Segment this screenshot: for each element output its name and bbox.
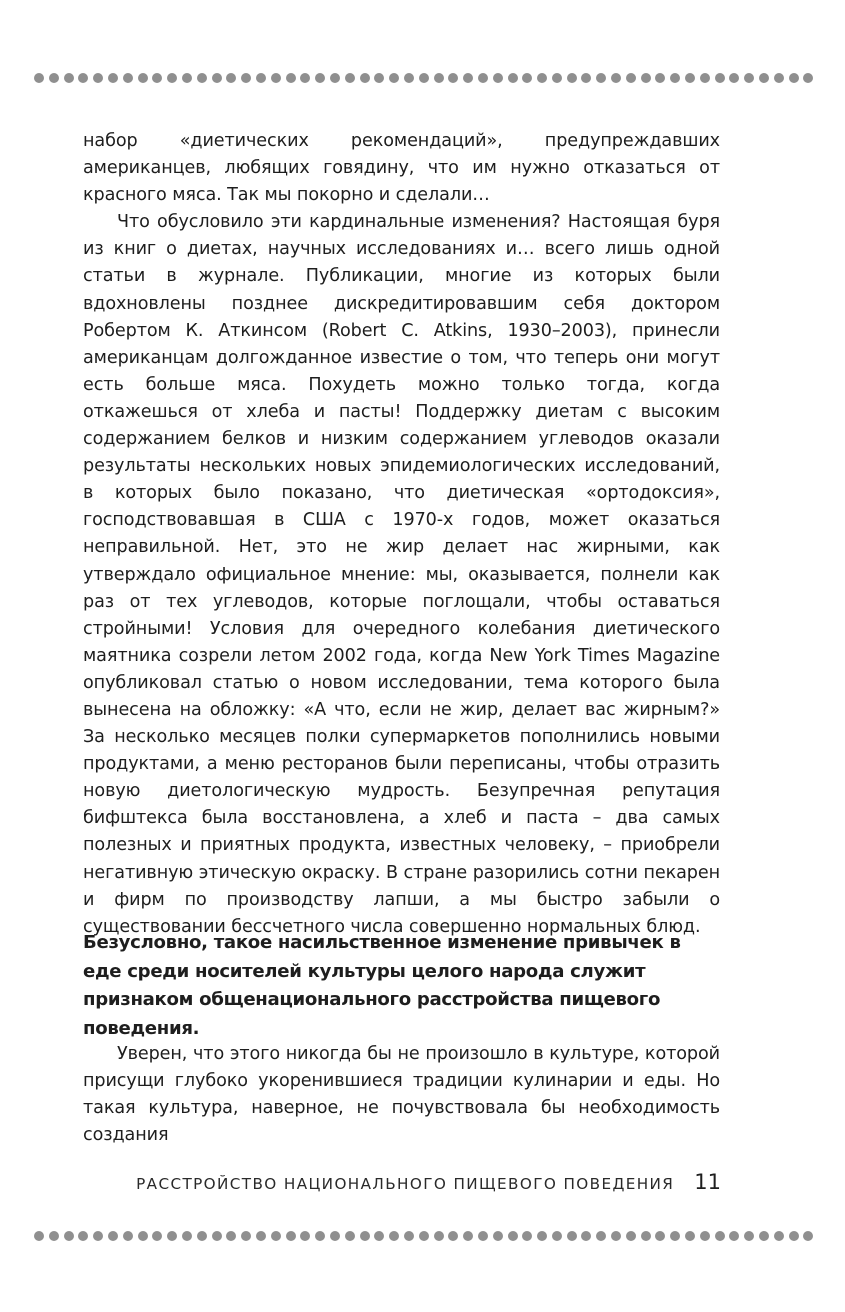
border-dot (78, 73, 88, 83)
border-dot (404, 1231, 414, 1241)
border-dot (626, 73, 636, 83)
border-dot (478, 73, 488, 83)
border-dot (64, 1231, 74, 1241)
border-dot (404, 73, 414, 83)
border-dot (108, 1231, 118, 1241)
border-dot (685, 1231, 695, 1241)
border-dot (759, 1231, 769, 1241)
border-dot (537, 73, 547, 83)
border-dot (345, 1231, 355, 1241)
border-dot (286, 73, 296, 83)
border-dot (49, 1231, 59, 1241)
border-dot (182, 73, 192, 83)
border-dot (434, 73, 444, 83)
border-dot (434, 1231, 444, 1241)
page-footer (136, 1170, 721, 1194)
border-dot (744, 73, 754, 83)
border-dot (138, 73, 148, 83)
border-dot (522, 73, 532, 83)
border-dot (197, 73, 207, 83)
border-dot (774, 73, 784, 83)
border-dot (789, 73, 799, 83)
border-dot (152, 1231, 162, 1241)
border-dot (286, 1231, 296, 1241)
border-dot (774, 1231, 784, 1241)
border-dot (685, 73, 695, 83)
border-dot (419, 73, 429, 83)
border-dot (655, 1231, 665, 1241)
main-text (83, 128, 720, 941)
border-dot (226, 1231, 236, 1241)
border-dot (389, 1231, 399, 1241)
border-dot (300, 1231, 310, 1241)
border-dot (596, 73, 606, 83)
border-dot (567, 73, 577, 83)
border-dot (123, 73, 133, 83)
border-dot (789, 1231, 799, 1241)
border-dot (256, 1231, 266, 1241)
border-dot (448, 73, 458, 83)
callout-quote: Безусловно, такое насильственное изменение привычек в еде среди носителей культуры целого народа служит признаком общенационального расстройства пищевого поведения. (83, 932, 681, 1039)
border-dot (596, 1231, 606, 1241)
border-dot (655, 73, 665, 83)
border-dot (212, 1231, 222, 1241)
border-dot (315, 73, 325, 83)
border-dot (611, 1231, 621, 1241)
border-dot (581, 73, 591, 83)
border-dot (64, 73, 74, 83)
border-dot (226, 73, 236, 83)
border-dot (389, 73, 399, 83)
border-dot (803, 1231, 813, 1241)
border-dot (360, 1231, 370, 1241)
border-dot (34, 73, 44, 83)
border-dot (256, 73, 266, 83)
border-dot (581, 1231, 591, 1241)
border-dot (803, 73, 813, 83)
border-dot (744, 1231, 754, 1241)
border-dot (567, 1231, 577, 1241)
border-dot (670, 1231, 680, 1241)
border-dot (182, 1231, 192, 1241)
border-dot (138, 1231, 148, 1241)
border-dot (715, 1231, 725, 1241)
border-dot (729, 1231, 739, 1241)
paragraph-closing: Уверен, что этого никогда бы не произошло в культуре, которой присущи глубоко укоренившиеся традиции кулинарии и еды. Но такая культура, наверное, не почувствовала бы необходимость создания (83, 1044, 720, 1146)
border-dot (715, 73, 725, 83)
paragraph-continued: набор «диетических рекомендаций», предупреждавших американцев, любящих говядину, что им нужно отказаться от красного мяса. Так мы покорно и сделали… (83, 131, 720, 206)
border-dot (626, 1231, 636, 1241)
border-dot (330, 73, 340, 83)
border-dot (374, 73, 384, 83)
border-dot (700, 1231, 710, 1241)
closing-text (83, 1041, 720, 1149)
border-dot (212, 73, 222, 83)
border-dot (49, 73, 59, 83)
border-dot (152, 73, 162, 83)
running-head: РАССТРОЙСТВО НАЦИОНАЛЬНОГО ПИЩЕВОГО ПОВЕДЕНИЯ (136, 1175, 675, 1193)
border-dot (611, 73, 621, 83)
border-dot (241, 73, 251, 83)
border-dot (448, 1231, 458, 1241)
border-dot (641, 73, 651, 83)
border-dot (522, 1231, 532, 1241)
border-dot (34, 1231, 44, 1241)
border-dot (463, 73, 473, 83)
border-dot (271, 1231, 281, 1241)
border-dot (360, 73, 370, 83)
border-dot (463, 1231, 473, 1241)
border-dot (478, 1231, 488, 1241)
border-dot (108, 73, 118, 83)
border-dot (123, 1231, 133, 1241)
border-dot (315, 1231, 325, 1241)
border-dot (93, 73, 103, 83)
border-dot (508, 1231, 518, 1241)
page-number: 11 (694, 1170, 721, 1194)
border-dot (537, 1231, 547, 1241)
border-dot (700, 73, 710, 83)
paragraph-diet-history: Что обусловило эти кардинальные изменения? Настоящая буря из книг о диетах, научных исследованиях и… всего лишь одной статьи в журнале. Публикации, многие из которых были вдохновлены позднее дискредитировавшим себя доктором Робертом К. Аткинсом (Robert C. Atkins, 1930–2003), принесли американцам долгожданное известие о том, что теперь они могут есть больше мяса. Похудеть можно только тогда, когда откажешься от хлеба и пасты! Поддержку диетам с высоким содержанием белков и низким содержанием углеводов оказали результаты нескольких новых эпидемиологических исследований, в которых было показано, что диетическая «ортодоксия», господствовавшая в США с 1970-х годов, может оказаться неправильной. Нет, это не жир делает нас жирными, как утверждало официальное мнение: мы, оказывается, полнели как раз от тех углеводов, которые поглощали, чтобы оставаться стройными! Условия для очередного колебания диетического маятника созрели летом 2002 года, когда New York Times Magazine опубликовал статью о новом исследовании, тема которого была вынесена на обложку: «А что, если не жир, делает вас жирным?» За несколько месяцев полки супермаркетов пополнились новыми продуктами, а меню ресторанов были переписаны, чтобы отразить новую диетологическую мудрость. Безупречная репутация бифштекса была восстановлена, а хлеб и паста – два самых полезных и приятных продукта, известных человеку, – приобрели негативную этическую окраску. В стране разорились сотни пекарен и фирм по производству лапши, а мы быстро забыли о существовании бессчетного числа совершенно нормальных блюд. (83, 212, 720, 937)
border-dot (93, 1231, 103, 1241)
border-dot (345, 73, 355, 83)
border-dot (759, 73, 769, 83)
border-dot (241, 1231, 251, 1241)
border-dot (330, 1231, 340, 1241)
border-dot (374, 1231, 384, 1241)
border-dot (729, 73, 739, 83)
border-dot (271, 73, 281, 83)
border-dot (167, 1231, 177, 1241)
border-dot (641, 1231, 651, 1241)
border-dot (552, 73, 562, 83)
border-dot (167, 73, 177, 83)
bottom-dot-border (34, 1230, 814, 1242)
border-dot (670, 73, 680, 83)
top-dot-border (34, 72, 814, 84)
border-dot (508, 73, 518, 83)
border-dot (419, 1231, 429, 1241)
border-dot (300, 73, 310, 83)
border-dot (493, 1231, 503, 1241)
border-dot (197, 1231, 207, 1241)
border-dot (552, 1231, 562, 1241)
border-dot (78, 1231, 88, 1241)
border-dot (493, 73, 503, 83)
